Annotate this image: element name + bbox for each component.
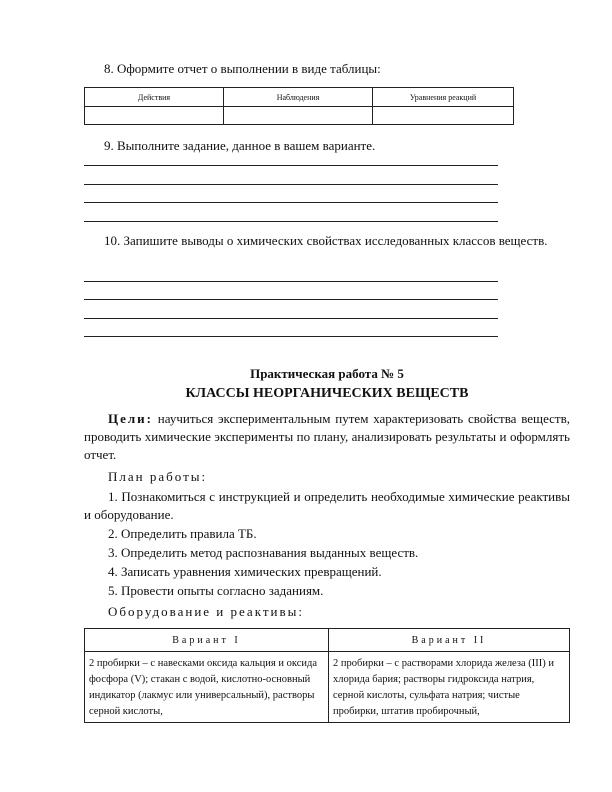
plan-item: 2. Определить правила ТБ. <box>108 526 257 541</box>
report-table-header-actions: Действия <box>85 88 224 107</box>
variant-1-text: 2 пробирки – с навесками оксида кальция и оксида фосфора (V); стакан с водой, кислотно-основный индикатор (лакмус или универсальный), растворы серной кислоты, <box>85 652 329 723</box>
practical-title: Практическая работа № 5 <box>250 366 404 381</box>
answer-line <box>84 184 498 185</box>
answer-line <box>84 221 498 222</box>
report-table <box>84 87 514 125</box>
plan-item: 1. Познакомиться с инструкцией и определить необходимые химические реактивы и оборудование. <box>84 489 570 522</box>
answer-line <box>84 165 498 166</box>
variant-2-header: Вариант II <box>329 629 570 652</box>
goals-text: научиться экспериментальным путем характеризовать свойства веществ, проводить химические эксперименты по плану, анализировать результаты и оформлять отчет. <box>84 411 570 462</box>
variant-2-text: 2 пробирки – с растворами хлорида железа (III) и хлорида бария; растворы гидроксида натрия, серной кислоты, сульфата натрия; чистые пробирки, штатив пробирочный, <box>329 652 570 723</box>
section9-instruction: 9. Выполните задание, данное в вашем варианте. <box>104 138 376 153</box>
report-table-header-observations: Наблюдения <box>224 88 373 107</box>
answer-line <box>84 336 498 337</box>
plan-label: План работы: <box>108 469 208 484</box>
report-table-cell <box>373 107 514 125</box>
goals-label: Цели: <box>108 411 153 426</box>
plan-item: 5. Провести опыты согласно заданиям. <box>108 583 324 598</box>
report-table-cell <box>85 107 224 125</box>
plan-item: 3. Определить метод распознавания выданных веществ. <box>108 545 419 560</box>
answer-line <box>84 299 498 300</box>
report-table-header-equations: Уравнения реакций <box>373 88 514 107</box>
answer-line <box>84 318 498 319</box>
variant-1-header: Вариант I <box>85 629 329 652</box>
section8-instruction: 8. Оформите отчет о выполнении в виде таблицы: <box>104 61 381 76</box>
plan-item: 4. Записать уравнения химических превращений. <box>108 564 382 579</box>
section10-instruction: 10. Запишите выводы о химических свойствах исследованных классов веществ. <box>104 233 548 248</box>
answer-line <box>84 281 498 282</box>
equipment-label: Оборудование и реактивы: <box>108 604 304 619</box>
variants-table <box>84 628 570 723</box>
practical-subtitle: КЛАССЫ НЕОРГАНИЧЕСКИХ ВЕЩЕСТВ <box>185 386 469 401</box>
report-table-cell <box>224 107 373 125</box>
goals-paragraph <box>84 410 570 464</box>
answer-line <box>84 202 498 203</box>
